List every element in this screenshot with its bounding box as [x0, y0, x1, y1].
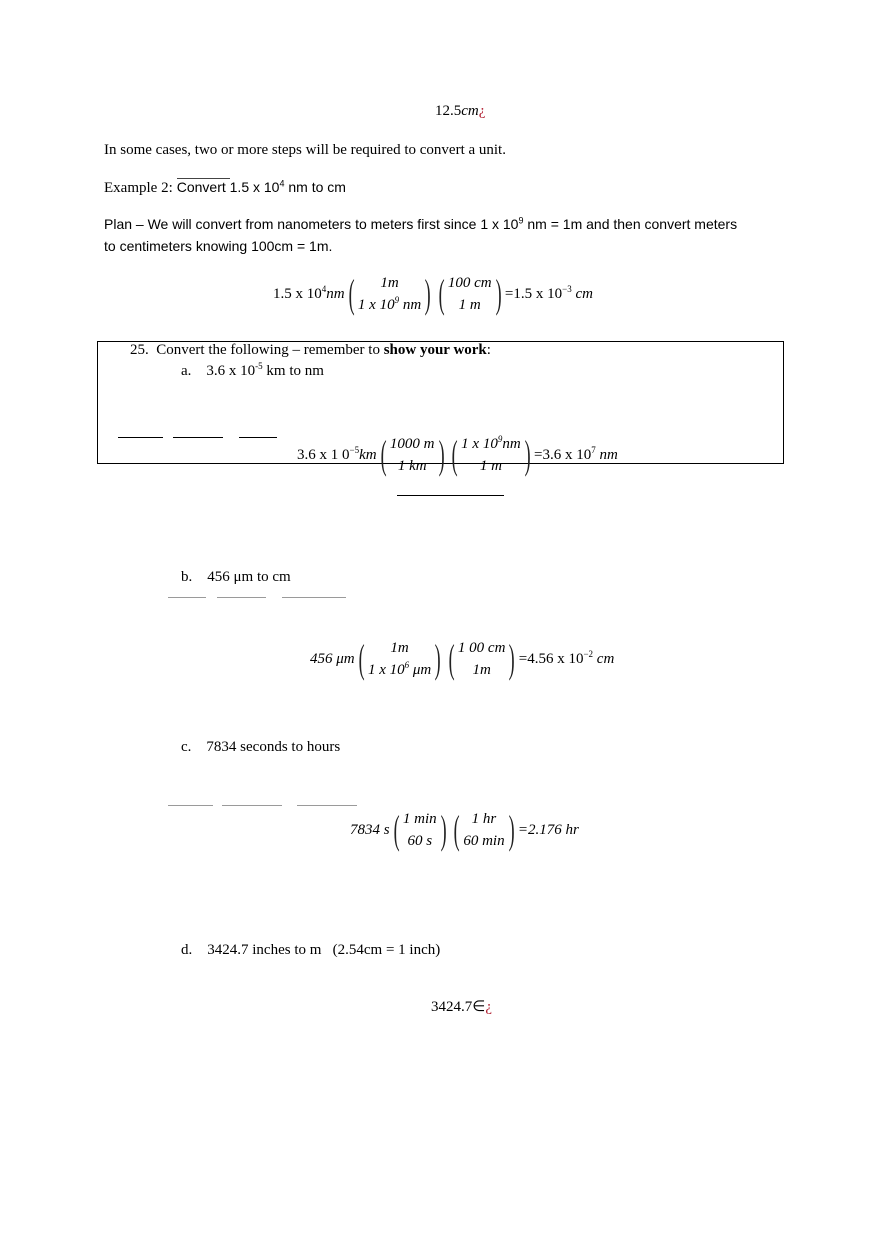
- part-a-answer-line: [397, 495, 504, 496]
- part-c-blank-3: [297, 805, 357, 806]
- part-c-blank-2: [222, 805, 282, 806]
- example-2-overline: [177, 178, 230, 179]
- part-d-result: 3424.7∈¿: [431, 999, 492, 1015]
- part-a-prompt: a. 3.6 x $10^{-5}$ km to nm: [181, 361, 324, 379]
- part-c-blank-1: [168, 805, 213, 806]
- question-25-prompt: 25. Convert the following – remember to show your work:: [130, 342, 491, 358]
- part-b-blank-2: [217, 597, 266, 598]
- part-a-blank-1: [118, 437, 163, 438]
- top-result: 12.5cm¿: [435, 103, 486, 119]
- plan-line-2: to centimeters knowing 100cm = 1m.: [104, 238, 333, 254]
- example-2-text: Convert 1.5 x $10^4$ nm to cm: [176, 178, 346, 195]
- intro-text: In some cases, two or more steps will be required to convert a unit.: [104, 142, 506, 158]
- part-b-blank-1: [168, 597, 206, 598]
- part-c-equation: 7834 s ( 1 min 60 s ) ( 1 hr 60 min ) =2.176 hr: [350, 807, 579, 852]
- part-b-prompt: b. 456 μm to cm: [181, 569, 291, 585]
- example-equation: 1.5 x $10^4$ nm ( 1m 1 x $10^9$ nm ) ( 100 cm 1 m ) =1.5 x $10^{-3}$ cm: [273, 271, 593, 316]
- plan-line-1: Plan – We will convert from nanometers to meters first since 1 x $10^9$ nm = 1m and then convert meters: [104, 215, 738, 232]
- part-d-prompt: d. 3424.7 inches to m (2.54cm = 1 inch): [181, 942, 441, 958]
- example-2: Example 2: Convert 1.5 x $10^4$ nm to cm: [104, 178, 346, 196]
- part-a-blank-2: [173, 437, 223, 438]
- part-b-equation: 456 μm ( 1m 1 x $10^6$ μm ) ( 1 00 cm 1m ) =4.56 x $10^{-2}$ cm: [310, 636, 615, 681]
- part-a-blank-3: [239, 437, 277, 438]
- part-c-prompt: c. 7834 seconds to hours: [181, 739, 341, 755]
- part-a-equation: 3.6 x 1 $0^{-5}$ km ( 1000 m 1 km ) ( 1 x $10^9nm$ 1 m ) =3.6 x $10^7$ nm: [297, 432, 618, 477]
- part-b-blank-3: [282, 597, 346, 598]
